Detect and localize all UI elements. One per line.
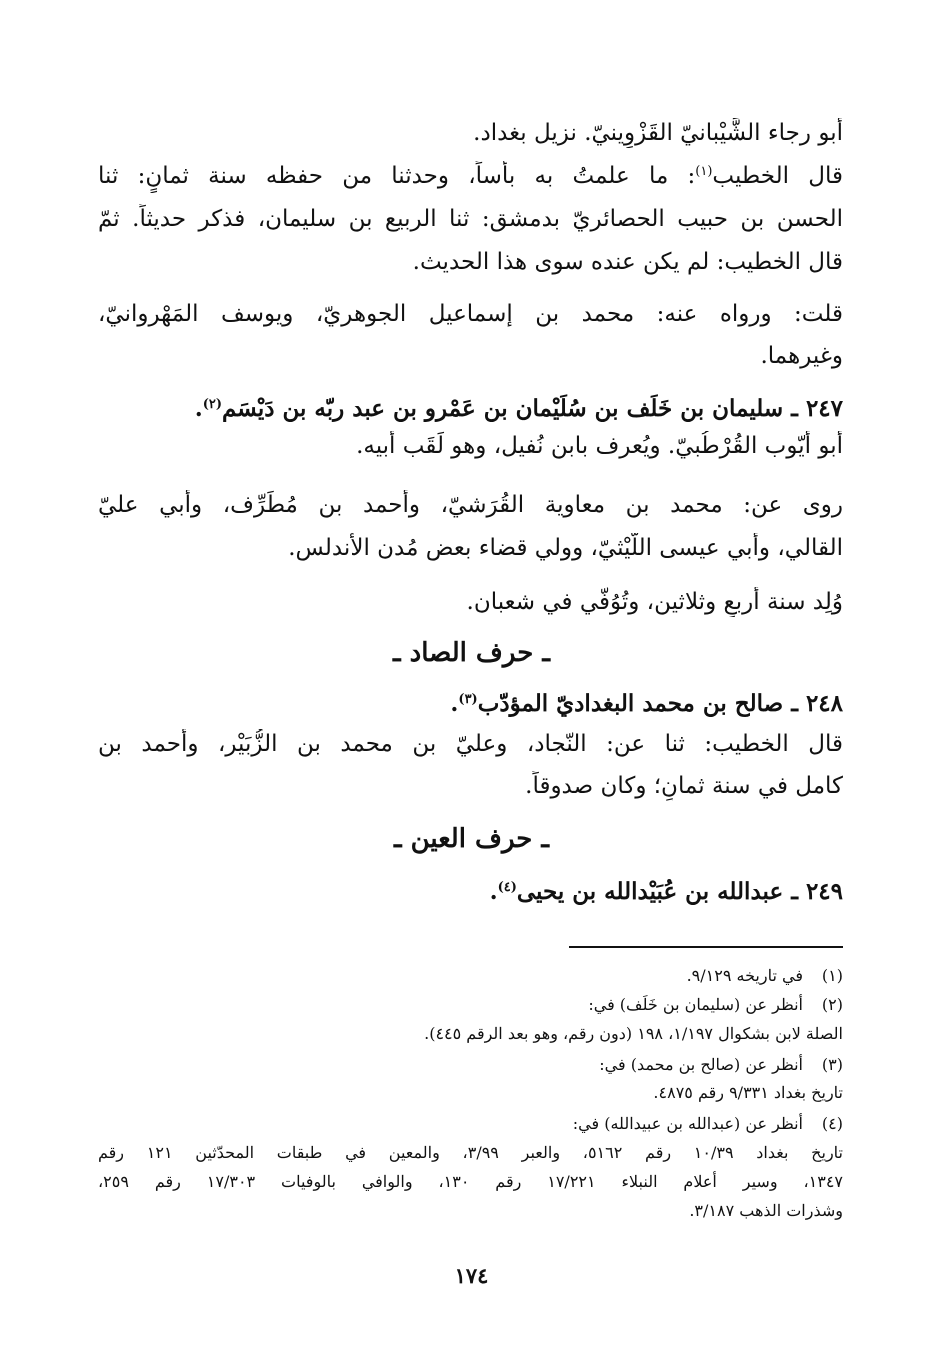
footnote-number: (٤) <box>821 1114 843 1133</box>
footnote-text: أنظر عن (صالح بن محمد) في: <box>599 1055 803 1074</box>
text-line <box>98 118 843 148</box>
footnote-3 <box>98 1053 843 1077</box>
footnote-text: أنظر عن (سليمان بن خَلَف) في: <box>588 995 803 1014</box>
text-span: أبو رجاء الشَّيْبانيّ القَزْوِينيّ. نزيل بغداد. <box>473 120 843 146</box>
text-span: ٢٤٨ ـ صالح بن محمد البغداديّ المؤدّب <box>477 690 843 717</box>
text-span: القالي، وأبي عيسى اللَّيْثيّ، وولي قضاء بعض مُدن الأندلس. <box>288 535 843 561</box>
text-line <box>98 204 843 236</box>
section-heading-sad: ـ حرف الصاد ـ <box>393 638 550 668</box>
footnote-text: الصلة لابن بشكوال ١/١٩٧، ١٩٨ (دون رقم، وهو بعد الرقم ٤٤٥). <box>424 1024 843 1043</box>
text-span: الحسن بن حبيب الحصائريّ بدمشق: ثنا الربيع بن سليمان، فذكر حديثاً. ثمّ <box>98 206 843 232</box>
footnote-text: وشذرات الذهب ٣/١٨٧. <box>689 1201 843 1220</box>
footnote-number: (٢) <box>821 995 843 1014</box>
footnote-text-line <box>98 1022 843 1046</box>
text-span: قال الخطيب: لم يكن عنده سوى هذا الحديث. <box>412 249 843 275</box>
footnote-marker: (٢) <box>202 397 222 412</box>
text-span: قال الخطيب <box>712 163 843 189</box>
footnote-text-line <box>98 1199 843 1223</box>
text-line <box>98 161 843 193</box>
text-span: وغيرهما. <box>760 343 843 369</box>
footnote-number: (١) <box>821 966 843 985</box>
text-span: وُلِد سنة أربعٍ وثلاثين، وتُوُفّي في شعبان. <box>466 589 843 615</box>
text-span: . <box>194 395 203 422</box>
footnote-marker: (١) <box>695 164 713 179</box>
text-span: . <box>489 878 498 905</box>
text-span: روى عن: محمد بن معاوية القُرَشيّ، وأحمد بن مُطَرِّف، وأبي عليّ <box>98 492 843 518</box>
entry-title-247 <box>98 394 843 424</box>
footnote-1 <box>98 964 843 988</box>
text-span: قلت: ورواه عنه: محمد بن إسماعيل الجوهريّ، ويوسف المَهْروانيّ، <box>98 301 843 327</box>
section-heading-ayn: ـ حرف العين ـ <box>393 824 550 854</box>
page-number: ١٧٤ <box>454 1263 489 1288</box>
footnote-marker: (٣) <box>458 692 478 707</box>
text-line <box>98 587 843 617</box>
footnote-separator <box>569 946 843 948</box>
footnote-text: تاريخ بغداد ١٠/٣٩ رقم ٥١٦٢، والعبر ٣/٩٩، والمعين في طبقات المحدّثين ١٢١ رقم <box>98 1143 843 1162</box>
footnote-2 <box>98 993 843 1017</box>
text-line <box>98 490 843 522</box>
entry-title-248 <box>98 689 843 719</box>
text-span: . <box>450 690 459 717</box>
footnote-text: تاريخ بغداد ٩/٣٣١ رقم ٤٨٧٥. <box>653 1083 843 1102</box>
footnote-text: أنظر عن (عبدالله بن عبيدالله) في: <box>572 1114 803 1133</box>
footnote-4 <box>98 1112 843 1136</box>
text-line <box>98 771 843 801</box>
text-span: : ما علمتُ به بأساً، وحدثنا من حفظه سنة ثمانٍ: ثنا <box>98 163 696 189</box>
text-line <box>98 247 843 277</box>
footnote-text-line <box>98 1141 843 1167</box>
footnote-text: ١٣٤٧، وسير أعلام النبلاء ١٧/٢٢١ رقم ١٣٠، والوافي بالوفيات ١٧/٣٠٣ رقم ٢٥٩، <box>98 1172 843 1191</box>
text-line <box>98 341 843 371</box>
footnote-text-line <box>98 1081 843 1105</box>
text-span: ٢٤٩ ـ عبدالله بن عُبَيْدالله بن يحيى <box>516 878 843 905</box>
footnote-text-line <box>98 1170 843 1196</box>
text-line <box>98 729 843 761</box>
footnote-number: (٣) <box>821 1055 843 1074</box>
text-span: قال الخطيب: ثنا عن: النّجاد، وعليّ بن محمد بن الزُّبَيْر، وأحمد بن <box>98 731 843 757</box>
text-span: أبو أيّوب القُرْطُبيّ. ويُعرف بابن نُفيل، وهو لَقَب أبيه. <box>356 433 843 459</box>
text-line <box>98 431 843 461</box>
text-line <box>98 299 843 331</box>
footnote-text: في تاريخه ٩/١٢٩. <box>686 966 803 985</box>
text-span: كامل في سنة ثمانٍ؛ وكان صدوقاً. <box>525 773 843 799</box>
entry-title-249 <box>98 877 843 907</box>
footnote-marker: (٤) <box>497 880 517 895</box>
text-line <box>98 533 843 563</box>
text-span: ٢٤٧ ـ سليمان بن خَلَف بن سُلَيْمان بن عَمْرو بن عبد ربّه بن دَيْسَم <box>222 395 843 422</box>
